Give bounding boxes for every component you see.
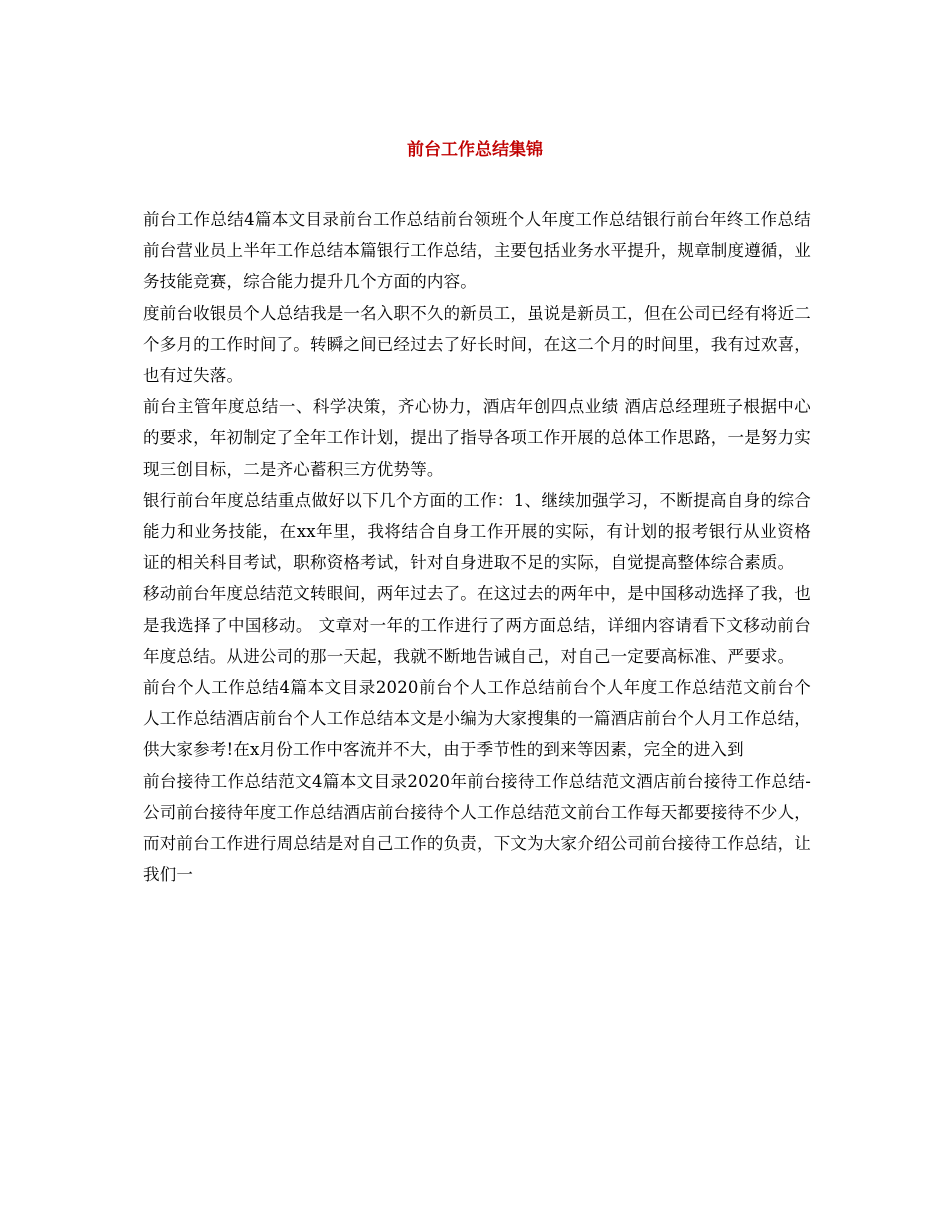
document-title: 前台工作总结集锦 xyxy=(407,140,543,160)
paragraph-3: 前台主管年度总结一、科学决策，齐心协力，酒店年创四点业绩 酒店总经理班子根据中心的要求，年初制定了全年工作计划，提出了指导各项工作开展的总体工作思路，一是努力实现三创目标，二是齐心蓄积三方优势等。 xyxy=(143,397,811,479)
paragraph-4: 银行前台年度总结重点做好以下几个方面的工作：1、继续加强学习，不断提高自身的综合能力和业务技能，在xx年里，我将结合自身工作开展的实际，有计划的报考银行从业资格证的相关科目考试，职称资格考试，针对自身进取不足的实际，自觉提高整体综合素质。 xyxy=(143,490,811,573)
paragraph-1: 前台工作总结4篇本文目录前台工作总结前台领班个人年度工作总结银行前台年终工作总结前台营业员上半年工作总结本篇银行工作总结，主要包括业务水平提升，规章制度遵循，业务技能竞赛，综合能力提升几个方面的内容。 xyxy=(143,210,811,292)
paragraph-6: 前台个人工作总结4篇本文目录2020前台个人工作总结前台个人年度工作总结范文前台个人工作总结酒店前台个人工作总结本文是小编为大家搜集的一篇酒店前台个人月工作总结，供大家参考!在x月份工作中客流并不大，由于季节性的到来等因素，完全的进入到 xyxy=(143,678,811,760)
paragraph-5: 移动前台年度总结范文转眼间，两年过去了。在这过去的两年中，是中国移动选择了我，也是我选择了中国移动。 文章对一年的工作进行了两方面总结，详细内容请看下文移动前台年度总结。从进公司的那一天起，我就不断地告诫自己，对自己一定要高标准、严要求。 xyxy=(143,584,811,666)
document-body xyxy=(143,204,811,890)
paragraph-2: 度前台收银员个人总结我是一名入职不久的新员工，虽说是新员工，但在公司已经有将近二个多月的工作时间了。转瞬之间已经过去了好长时间，在这二个月的时间里，我有过欢喜，也有过失落。 xyxy=(143,303,811,386)
paragraph-7: 前台接待工作总结范文4篇本文目录2020年前台接待工作总结范文酒店前台接待工作总结-公司前台接待年度工作总结酒店前台接待个人工作总结范文前台工作每天都要接待不少人，而对前台工作进行周总结是对自己工作的负责，下文为大家介绍公司前台接待工作总结，让我们一 xyxy=(143,771,811,885)
